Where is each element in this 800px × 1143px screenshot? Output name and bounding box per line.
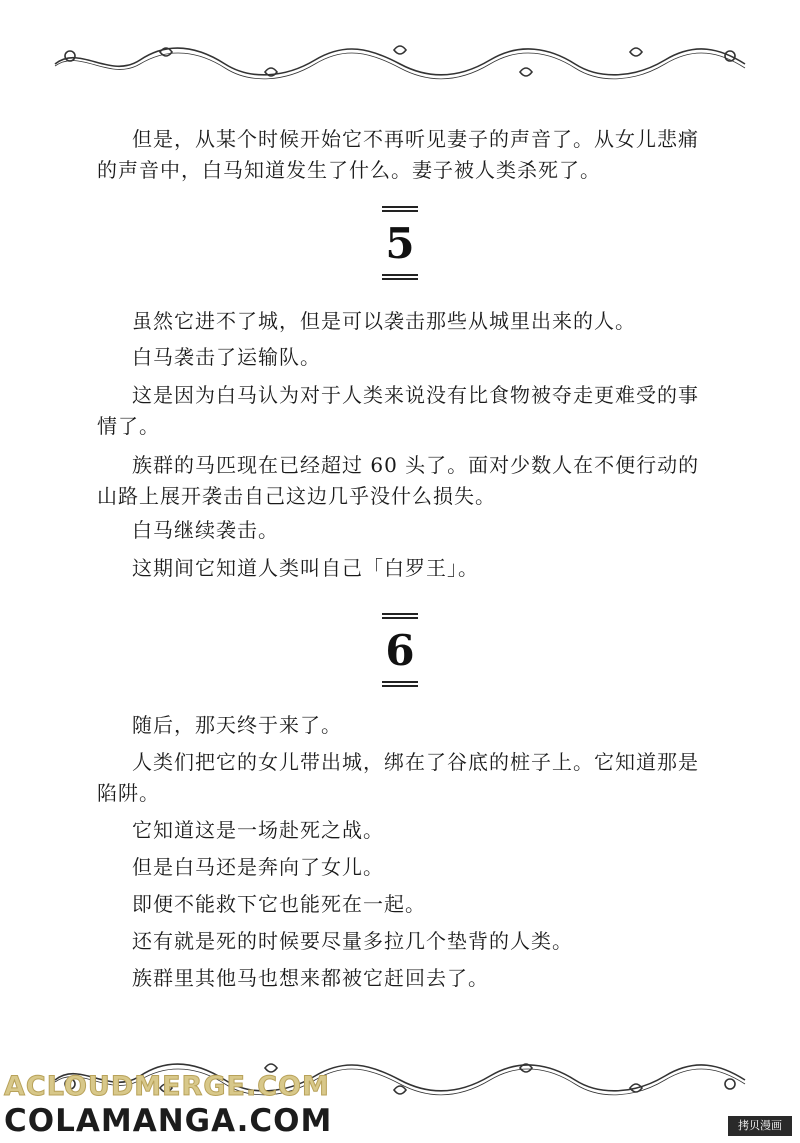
paragraph-12: 即便不能救下它也能死在一起。 <box>132 892 426 916</box>
paragraph-3: 白马袭击了运输队。 <box>132 345 321 369</box>
chapter-rule-top <box>382 613 418 619</box>
paragraph-11: 但是白马还是奔向了女儿。 <box>132 855 384 879</box>
chapter-rule-bottom <box>382 274 418 280</box>
paragraph-2: 虽然它进不了城，但是可以袭击那些从城里出来的人。 <box>132 309 636 333</box>
watermark-corner-badge: 拷贝漫画 <box>728 1116 792 1136</box>
paragraph-8: 随后，那天终于来了。 <box>132 713 342 737</box>
chapter-rule-bottom <box>382 681 418 687</box>
paragraph-10: 它知道这是一场赴死之战。 <box>132 818 384 842</box>
chapter-number: 5 <box>385 219 415 268</box>
paragraph-1: 但是，从某个时候开始它不再听见妻子的声音了。从女儿悲痛的声音中，白马知道发生了什么。妻子被人类杀死了。 <box>97 127 699 182</box>
paragraph-9: 人类们把它的女儿带出城，绑在了谷底的桩子上。它知道那是陷阱。 <box>97 750 699 805</box>
paragraph-13: 还有就是死的时候要尽量多拉几个垫背的人类。 <box>132 929 573 953</box>
paragraph-6: 白马继续袭击。 <box>132 518 279 542</box>
paragraph-5: 族群的马匹现在已经超过 60 头了。面对少数人在不便行动的山路上展开袭击自己这边几乎没什么损失。 <box>97 453 700 508</box>
watermark-acloudmerge: ACLOUDMERGE.COM <box>4 1071 330 1102</box>
chapter-heading-6 <box>370 613 430 693</box>
chapter-heading-5 <box>370 206 430 286</box>
paragraph-14: 族群里其他马也想来都被它赶回去了。 <box>132 966 489 990</box>
chapter-rule-top <box>382 206 418 212</box>
top-ornament-border <box>50 42 750 82</box>
watermark-colamanga: COLAMANGA.COM <box>4 1103 333 1139</box>
paragraph-4: 这是因为白马认为对于人类来说没有比食物被夺走更难受的事情了。 <box>97 383 699 438</box>
chapter-number: 6 <box>385 626 415 675</box>
paragraph-7: 这期间它知道人类叫自己「白罗王」。 <box>132 556 479 580</box>
